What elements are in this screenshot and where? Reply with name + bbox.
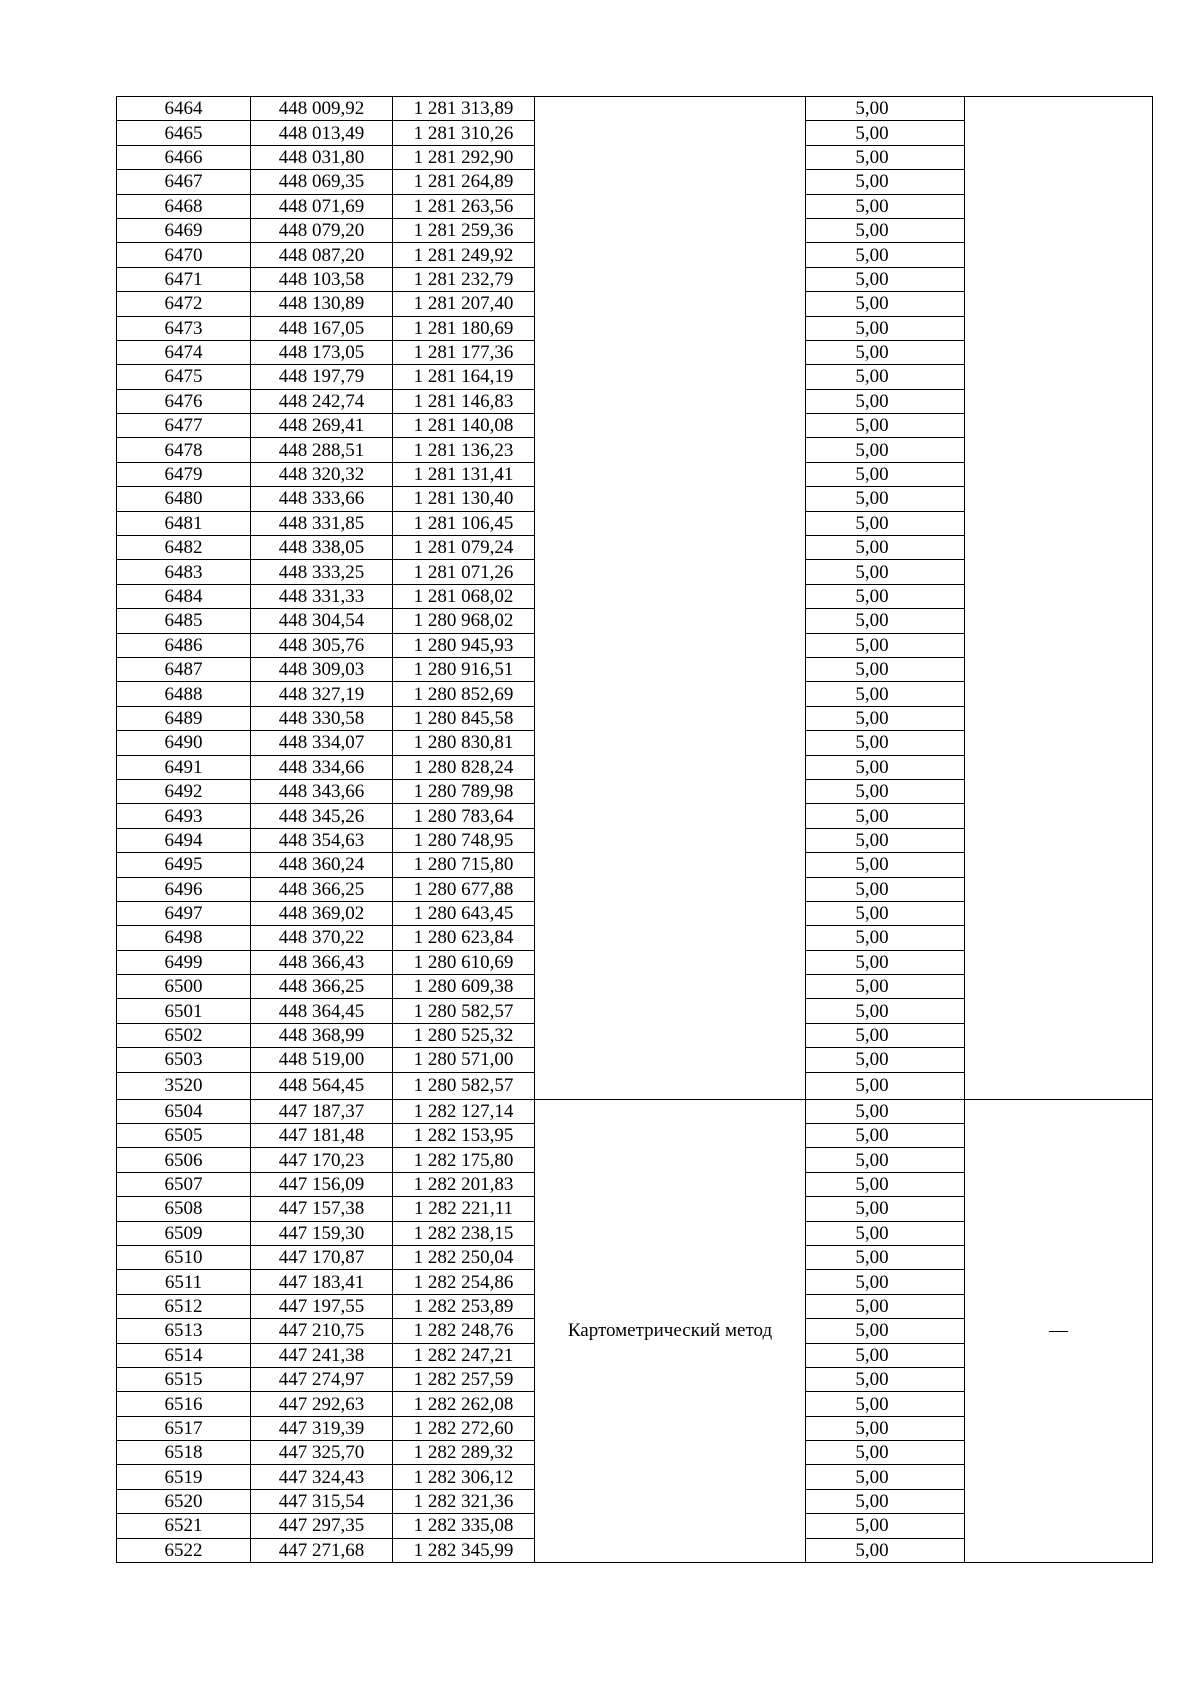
accuracy-cell: 5,00 xyxy=(806,1367,965,1391)
x-coordinate-cell: 448 334,66 xyxy=(251,755,393,779)
accuracy-cell: 5,00 xyxy=(806,243,965,267)
y-coordinate-cell: 1 280 783,64 xyxy=(393,804,535,828)
x-coordinate-cell: 448 331,33 xyxy=(251,584,393,608)
y-coordinate-cell: 1 281 079,24 xyxy=(393,536,535,560)
point-number-cell: 6504 xyxy=(117,1099,251,1123)
y-coordinate-cell: 1 281 232,79 xyxy=(393,267,535,291)
x-coordinate-cell: 448 366,25 xyxy=(251,877,393,901)
y-coordinate-cell: 1 282 153,95 xyxy=(393,1124,535,1148)
x-coordinate-cell: 447 297,35 xyxy=(251,1514,393,1538)
point-number-cell: 6493 xyxy=(117,804,251,828)
accuracy-cell: 5,00 xyxy=(806,194,965,218)
point-number-cell: 6495 xyxy=(117,853,251,877)
y-coordinate-cell: 1 282 175,80 xyxy=(393,1148,535,1172)
point-number-cell: 6475 xyxy=(117,365,251,389)
point-number-cell: 6515 xyxy=(117,1367,251,1391)
x-coordinate-cell: 448 368,99 xyxy=(251,1023,393,1047)
x-coordinate-cell: 447 181,48 xyxy=(251,1124,393,1148)
x-coordinate-cell: 448 167,05 xyxy=(251,316,393,340)
accuracy-cell: 5,00 xyxy=(806,1072,965,1099)
accuracy-cell: 5,00 xyxy=(806,1465,965,1489)
point-number-cell: 6518 xyxy=(117,1441,251,1465)
y-coordinate-cell: 1 281 164,19 xyxy=(393,365,535,389)
y-coordinate-cell: 1 281 068,02 xyxy=(393,584,535,608)
x-coordinate-cell: 447 170,87 xyxy=(251,1245,393,1269)
x-coordinate-cell: 448 197,79 xyxy=(251,365,393,389)
y-coordinate-cell: 1 281 140,08 xyxy=(393,414,535,438)
accuracy-cell: 5,00 xyxy=(806,975,965,999)
accuracy-cell: 5,00 xyxy=(806,1048,965,1072)
accuracy-cell: 5,00 xyxy=(806,1270,965,1294)
x-coordinate-cell: 447 271,68 xyxy=(251,1538,393,1562)
y-coordinate-cell: 1 281 106,45 xyxy=(393,511,535,535)
x-coordinate-cell: 448 173,05 xyxy=(251,340,393,364)
point-number-cell: 6514 xyxy=(117,1343,251,1367)
point-number-cell: 6499 xyxy=(117,950,251,974)
point-number-cell: 6491 xyxy=(117,755,251,779)
point-number-cell: 3520 xyxy=(117,1072,251,1099)
y-coordinate-cell: 1 282 321,36 xyxy=(393,1489,535,1513)
x-coordinate-cell: 448 087,20 xyxy=(251,243,393,267)
y-coordinate-cell: 1 280 715,80 xyxy=(393,853,535,877)
point-number-cell: 6513 xyxy=(117,1319,251,1343)
x-coordinate-cell: 448 079,20 xyxy=(251,218,393,242)
x-coordinate-cell: 448 338,05 xyxy=(251,536,393,560)
point-number-cell: 6509 xyxy=(117,1221,251,1245)
coordinate-table-body xyxy=(117,97,1153,1563)
accuracy-cell: 5,00 xyxy=(806,1245,965,1269)
point-number-cell: 6494 xyxy=(117,828,251,852)
point-number-cell: 6519 xyxy=(117,1465,251,1489)
method-cell xyxy=(535,97,806,1100)
accuracy-cell: 5,00 xyxy=(806,853,965,877)
y-coordinate-cell: 1 282 221,11 xyxy=(393,1197,535,1221)
y-coordinate-cell: 1 282 238,15 xyxy=(393,1221,535,1245)
point-number-cell: 6510 xyxy=(117,1245,251,1269)
point-number-cell: 6497 xyxy=(117,901,251,925)
y-coordinate-cell: 1 281 146,83 xyxy=(393,389,535,413)
x-coordinate-cell: 448 366,43 xyxy=(251,950,393,974)
y-coordinate-cell: 1 280 916,51 xyxy=(393,657,535,681)
x-coordinate-cell: 447 170,23 xyxy=(251,1148,393,1172)
accuracy-cell: 5,00 xyxy=(806,1099,965,1123)
x-coordinate-cell: 447 274,97 xyxy=(251,1367,393,1391)
x-coordinate-cell: 448 330,58 xyxy=(251,706,393,730)
y-coordinate-cell: 1 282 335,08 xyxy=(393,1514,535,1538)
y-coordinate-cell: 1 280 748,95 xyxy=(393,828,535,852)
coordinate-table-page xyxy=(116,96,1152,1563)
accuracy-cell: 5,00 xyxy=(806,316,965,340)
point-number-cell: 6472 xyxy=(117,292,251,316)
accuracy-cell: 5,00 xyxy=(806,511,965,535)
point-number-cell: 6470 xyxy=(117,243,251,267)
accuracy-cell: 5,00 xyxy=(806,584,965,608)
point-number-cell: 6490 xyxy=(117,731,251,755)
x-coordinate-cell: 447 325,70 xyxy=(251,1441,393,1465)
x-coordinate-cell: 448 366,25 xyxy=(251,975,393,999)
point-number-cell: 6477 xyxy=(117,414,251,438)
point-number-cell: 6476 xyxy=(117,389,251,413)
x-coordinate-cell: 448 519,00 xyxy=(251,1048,393,1072)
point-number-cell: 6487 xyxy=(117,657,251,681)
y-coordinate-cell: 1 281 180,69 xyxy=(393,316,535,340)
x-coordinate-cell: 448 327,19 xyxy=(251,682,393,706)
y-coordinate-cell: 1 280 830,81 xyxy=(393,731,535,755)
point-number-cell: 6505 xyxy=(117,1124,251,1148)
method-cell: Картометрический метод xyxy=(535,1099,806,1562)
point-number-cell: 6484 xyxy=(117,584,251,608)
x-coordinate-cell: 447 319,39 xyxy=(251,1416,393,1440)
y-coordinate-cell: 1 280 828,24 xyxy=(393,755,535,779)
x-coordinate-cell: 448 013,49 xyxy=(251,121,393,145)
point-number-cell: 6516 xyxy=(117,1392,251,1416)
x-coordinate-cell: 448 305,76 xyxy=(251,633,393,657)
accuracy-cell: 5,00 xyxy=(806,560,965,584)
accuracy-cell: 5,00 xyxy=(806,1392,965,1416)
accuracy-cell: 5,00 xyxy=(806,731,965,755)
accuracy-cell: 5,00 xyxy=(806,121,965,145)
x-coordinate-cell: 448 333,25 xyxy=(251,560,393,584)
x-coordinate-cell: 448 564,45 xyxy=(251,1072,393,1099)
x-coordinate-cell: 448 309,03 xyxy=(251,657,393,681)
accuracy-cell: 5,00 xyxy=(806,1416,965,1440)
x-coordinate-cell: 448 031,80 xyxy=(251,145,393,169)
point-number-cell: 6483 xyxy=(117,560,251,584)
y-coordinate-cell: 1 280 789,98 xyxy=(393,779,535,803)
accuracy-cell: 5,00 xyxy=(806,633,965,657)
point-number-cell: 6464 xyxy=(117,97,251,121)
y-coordinate-cell: 1 281 249,92 xyxy=(393,243,535,267)
point-number-cell: 6468 xyxy=(117,194,251,218)
accuracy-cell: 5,00 xyxy=(806,1441,965,1465)
accuracy-cell: 5,00 xyxy=(806,145,965,169)
accuracy-cell: 5,00 xyxy=(806,292,965,316)
y-coordinate-cell: 1 280 582,57 xyxy=(393,1072,535,1099)
y-coordinate-cell: 1 281 313,89 xyxy=(393,97,535,121)
y-coordinate-cell: 1 280 609,38 xyxy=(393,975,535,999)
x-coordinate-cell: 448 288,51 xyxy=(251,438,393,462)
y-coordinate-cell: 1 282 262,08 xyxy=(393,1392,535,1416)
point-number-cell: 6469 xyxy=(117,218,251,242)
x-coordinate-cell: 448 370,22 xyxy=(251,926,393,950)
accuracy-cell: 5,00 xyxy=(806,170,965,194)
point-number-cell: 6482 xyxy=(117,536,251,560)
y-coordinate-cell: 1 280 968,02 xyxy=(393,609,535,633)
accuracy-cell: 5,00 xyxy=(806,97,965,121)
accuracy-cell: 5,00 xyxy=(806,487,965,511)
accuracy-cell: 5,00 xyxy=(806,389,965,413)
x-coordinate-cell: 448 269,41 xyxy=(251,414,393,438)
point-number-cell: 6471 xyxy=(117,267,251,291)
point-number-cell: 6508 xyxy=(117,1197,251,1221)
y-coordinate-cell: 1 280 610,69 xyxy=(393,950,535,974)
point-number-cell: 6506 xyxy=(117,1148,251,1172)
point-number-cell: 6501 xyxy=(117,999,251,1023)
x-coordinate-cell: 448 069,35 xyxy=(251,170,393,194)
y-coordinate-cell: 1 280 852,69 xyxy=(393,682,535,706)
accuracy-cell: 5,00 xyxy=(806,682,965,706)
y-coordinate-cell: 1 282 272,60 xyxy=(393,1416,535,1440)
point-number-cell: 6498 xyxy=(117,926,251,950)
accuracy-cell: 5,00 xyxy=(806,218,965,242)
point-number-cell: 6481 xyxy=(117,511,251,535)
accuracy-cell: 5,00 xyxy=(806,1023,965,1047)
point-number-cell: 6521 xyxy=(117,1514,251,1538)
table-row xyxy=(117,1099,1153,1123)
accuracy-cell: 5,00 xyxy=(806,340,965,364)
point-number-cell: 6474 xyxy=(117,340,251,364)
accuracy-cell: 5,00 xyxy=(806,1124,965,1148)
y-coordinate-cell: 1 282 289,32 xyxy=(393,1441,535,1465)
y-coordinate-cell: 1 282 247,21 xyxy=(393,1343,535,1367)
x-coordinate-cell: 448 360,24 xyxy=(251,853,393,877)
x-coordinate-cell: 447 157,38 xyxy=(251,1197,393,1221)
point-number-cell: 6467 xyxy=(117,170,251,194)
point-number-cell: 6500 xyxy=(117,975,251,999)
y-coordinate-cell: 1 280 945,93 xyxy=(393,633,535,657)
y-coordinate-cell: 1 281 136,23 xyxy=(393,438,535,462)
accuracy-cell: 5,00 xyxy=(806,1221,965,1245)
point-number-cell: 6507 xyxy=(117,1172,251,1196)
point-number-cell: 6480 xyxy=(117,487,251,511)
point-number-cell: 6492 xyxy=(117,779,251,803)
y-coordinate-cell: 1 280 643,45 xyxy=(393,901,535,925)
accuracy-cell: 5,00 xyxy=(806,1197,965,1221)
x-coordinate-cell: 448 009,92 xyxy=(251,97,393,121)
accuracy-cell: 5,00 xyxy=(806,804,965,828)
x-coordinate-cell: 448 369,02 xyxy=(251,901,393,925)
x-coordinate-cell: 447 241,38 xyxy=(251,1343,393,1367)
accuracy-cell: 5,00 xyxy=(806,1514,965,1538)
accuracy-cell: 5,00 xyxy=(806,877,965,901)
y-coordinate-cell: 1 282 253,89 xyxy=(393,1294,535,1318)
accuracy-cell: 5,00 xyxy=(806,1319,965,1343)
y-coordinate-cell: 1 282 201,83 xyxy=(393,1172,535,1196)
x-coordinate-cell: 448 364,45 xyxy=(251,999,393,1023)
x-coordinate-cell: 448 071,69 xyxy=(251,194,393,218)
point-number-cell: 6511 xyxy=(117,1270,251,1294)
point-number-cell: 6485 xyxy=(117,609,251,633)
y-coordinate-cell: 1 281 259,36 xyxy=(393,218,535,242)
point-number-cell: 6473 xyxy=(117,316,251,340)
accuracy-cell: 5,00 xyxy=(806,267,965,291)
accuracy-cell: 5,00 xyxy=(806,999,965,1023)
accuracy-cell: 5,00 xyxy=(806,365,965,389)
accuracy-cell: 5,00 xyxy=(806,926,965,950)
accuracy-cell: 5,00 xyxy=(806,950,965,974)
x-coordinate-cell: 447 315,54 xyxy=(251,1489,393,1513)
x-coordinate-cell: 448 333,66 xyxy=(251,487,393,511)
point-number-cell: 6522 xyxy=(117,1538,251,1562)
y-coordinate-cell: 1 280 623,84 xyxy=(393,926,535,950)
y-coordinate-cell: 1 280 677,88 xyxy=(393,877,535,901)
point-number-cell: 6517 xyxy=(117,1416,251,1440)
y-coordinate-cell: 1 282 250,04 xyxy=(393,1245,535,1269)
point-number-cell: 6466 xyxy=(117,145,251,169)
x-coordinate-cell: 447 292,63 xyxy=(251,1392,393,1416)
accuracy-cell: 5,00 xyxy=(806,609,965,633)
point-number-cell: 6486 xyxy=(117,633,251,657)
y-coordinate-cell: 1 281 207,40 xyxy=(393,292,535,316)
accuracy-cell: 5,00 xyxy=(806,462,965,486)
x-coordinate-cell: 447 324,43 xyxy=(251,1465,393,1489)
y-coordinate-cell: 1 280 582,57 xyxy=(393,999,535,1023)
y-coordinate-cell: 1 281 263,56 xyxy=(393,194,535,218)
y-coordinate-cell: 1 281 292,90 xyxy=(393,145,535,169)
point-number-cell: 6502 xyxy=(117,1023,251,1047)
x-coordinate-cell: 448 103,58 xyxy=(251,267,393,291)
y-coordinate-cell: 1 281 264,89 xyxy=(393,170,535,194)
y-coordinate-cell: 1 282 306,12 xyxy=(393,1465,535,1489)
point-number-cell: 6488 xyxy=(117,682,251,706)
y-coordinate-cell: 1 280 571,00 xyxy=(393,1048,535,1072)
y-coordinate-cell: 1 281 071,26 xyxy=(393,560,535,584)
x-coordinate-cell: 447 183,41 xyxy=(251,1270,393,1294)
x-coordinate-cell: 447 159,30 xyxy=(251,1221,393,1245)
point-number-cell: 6512 xyxy=(117,1294,251,1318)
point-number-cell: 6503 xyxy=(117,1048,251,1072)
x-coordinate-cell: 448 320,32 xyxy=(251,462,393,486)
table-row xyxy=(117,97,1153,121)
y-coordinate-cell: 1 280 845,58 xyxy=(393,706,535,730)
x-coordinate-cell: 448 345,26 xyxy=(251,804,393,828)
x-coordinate-cell: 448 354,63 xyxy=(251,828,393,852)
y-coordinate-cell: 1 282 345,99 xyxy=(393,1538,535,1562)
accuracy-cell: 5,00 xyxy=(806,779,965,803)
coordinate-table xyxy=(116,96,1153,1563)
y-coordinate-cell: 1 281 177,36 xyxy=(393,340,535,364)
accuracy-cell: 5,00 xyxy=(806,1148,965,1172)
y-coordinate-cell: 1 282 254,86 xyxy=(393,1270,535,1294)
point-number-cell: 6520 xyxy=(117,1489,251,1513)
x-coordinate-cell: 448 242,74 xyxy=(251,389,393,413)
accuracy-cell: 5,00 xyxy=(806,1172,965,1196)
point-number-cell: 6496 xyxy=(117,877,251,901)
x-coordinate-cell: 448 130,89 xyxy=(251,292,393,316)
point-number-cell: 6489 xyxy=(117,706,251,730)
accuracy-cell: 5,00 xyxy=(806,438,965,462)
x-coordinate-cell: 447 197,55 xyxy=(251,1294,393,1318)
x-coordinate-cell: 447 187,37 xyxy=(251,1099,393,1123)
note-cell: — xyxy=(965,1099,1153,1562)
x-coordinate-cell: 447 156,09 xyxy=(251,1172,393,1196)
accuracy-cell: 5,00 xyxy=(806,1538,965,1562)
point-number-cell: 6465 xyxy=(117,121,251,145)
y-coordinate-cell: 1 281 310,26 xyxy=(393,121,535,145)
x-coordinate-cell: 448 343,66 xyxy=(251,779,393,803)
y-coordinate-cell: 1 282 257,59 xyxy=(393,1367,535,1391)
y-coordinate-cell: 1 280 525,32 xyxy=(393,1023,535,1047)
y-coordinate-cell: 1 281 131,41 xyxy=(393,462,535,486)
accuracy-cell: 5,00 xyxy=(806,1489,965,1513)
accuracy-cell: 5,00 xyxy=(806,755,965,779)
point-number-cell: 6478 xyxy=(117,438,251,462)
accuracy-cell: 5,00 xyxy=(806,706,965,730)
accuracy-cell: 5,00 xyxy=(806,414,965,438)
accuracy-cell: 5,00 xyxy=(806,828,965,852)
accuracy-cell: 5,00 xyxy=(806,1343,965,1367)
note-cell xyxy=(965,97,1153,1100)
y-coordinate-cell: 1 281 130,40 xyxy=(393,487,535,511)
x-coordinate-cell: 448 331,85 xyxy=(251,511,393,535)
x-coordinate-cell: 448 334,07 xyxy=(251,731,393,755)
point-number-cell: 6479 xyxy=(117,462,251,486)
x-coordinate-cell: 447 210,75 xyxy=(251,1319,393,1343)
accuracy-cell: 5,00 xyxy=(806,1294,965,1318)
y-coordinate-cell: 1 282 248,76 xyxy=(393,1319,535,1343)
accuracy-cell: 5,00 xyxy=(806,657,965,681)
accuracy-cell: 5,00 xyxy=(806,901,965,925)
accuracy-cell: 5,00 xyxy=(806,536,965,560)
x-coordinate-cell: 448 304,54 xyxy=(251,609,393,633)
y-coordinate-cell: 1 282 127,14 xyxy=(393,1099,535,1123)
